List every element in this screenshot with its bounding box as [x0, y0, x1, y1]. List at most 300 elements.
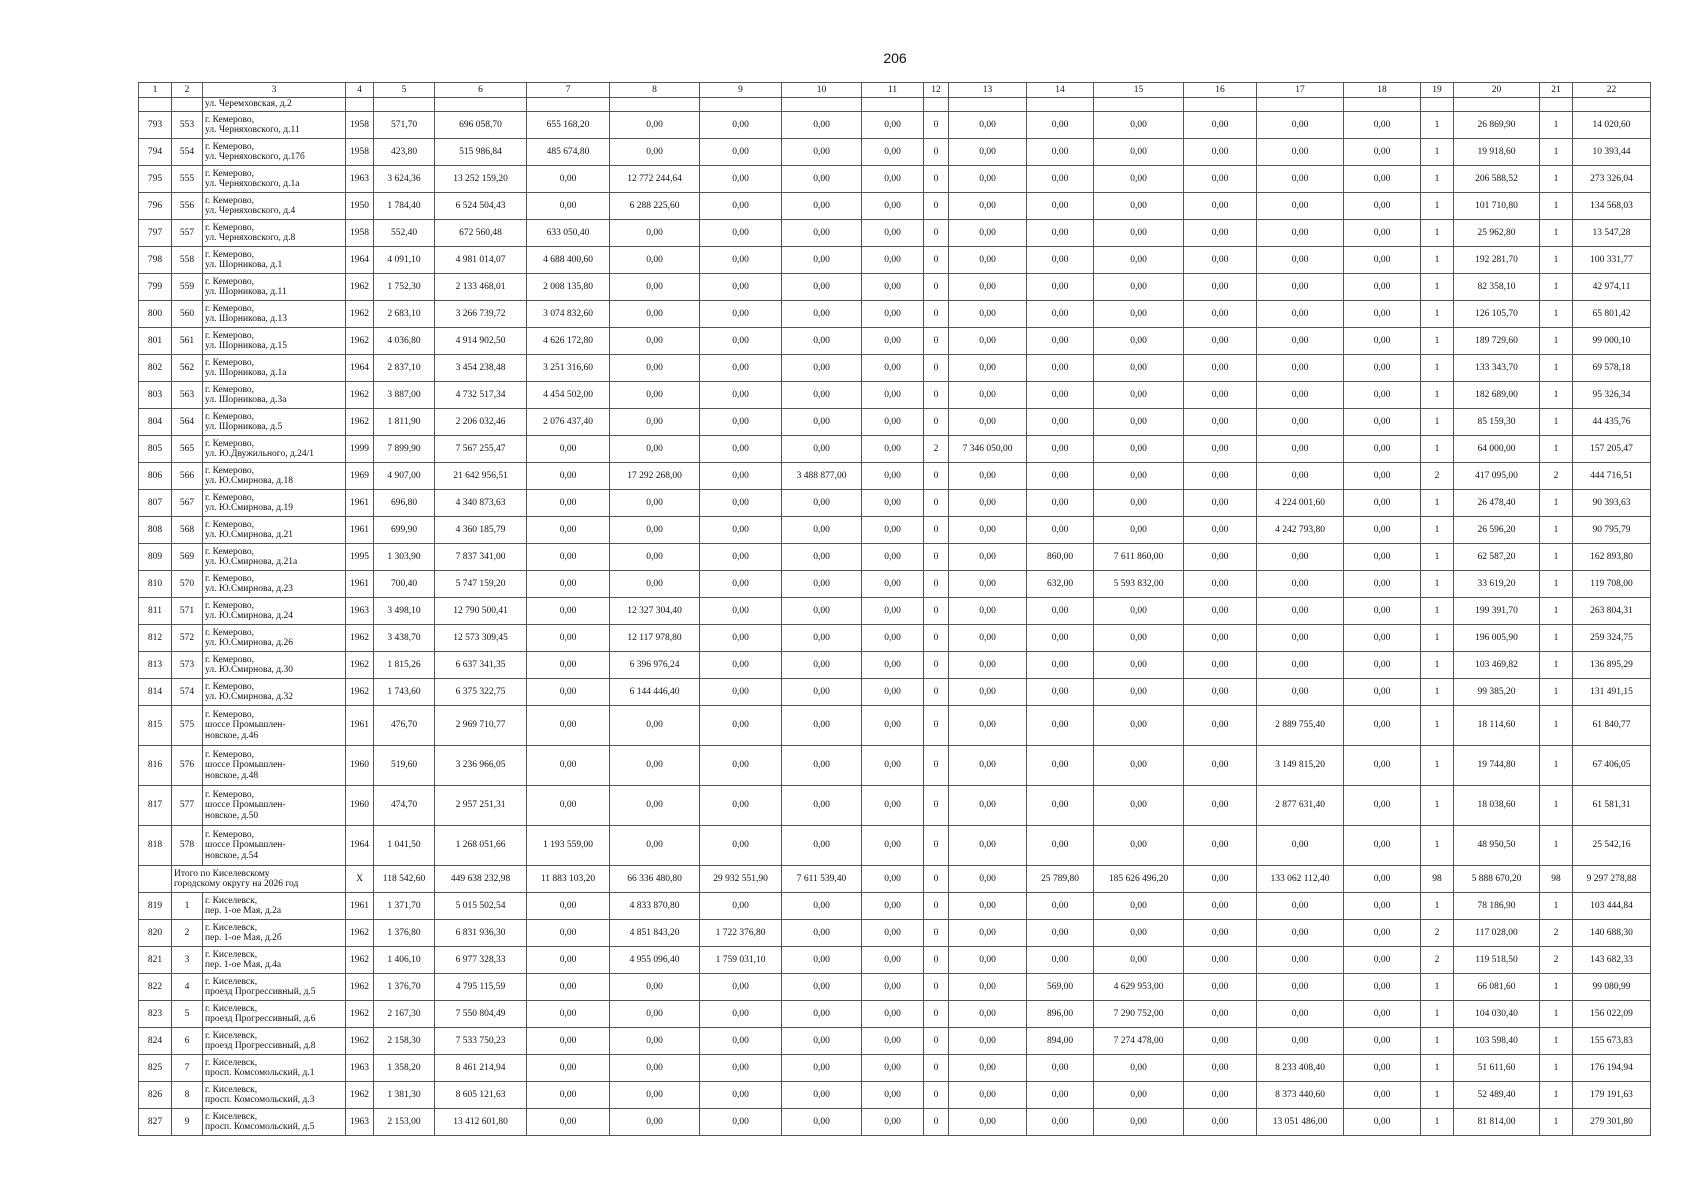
row-number-cell: 800 [139, 301, 172, 328]
column-header-5: 5 [374, 83, 435, 98]
value-cell-c11: 0,00 [862, 247, 924, 274]
value-cell-c21: 1 [1540, 166, 1573, 193]
value-cell-c5: 2 167,30 [374, 1001, 435, 1028]
value-cell-c5: 1 376,70 [374, 974, 435, 1001]
value-cell-c9: 0,00 [700, 652, 782, 679]
value-cell-c22: 69 578,18 [1573, 355, 1651, 382]
value-cell-c6: 13 252 159,20 [435, 166, 527, 193]
value-cell-c20: 48 950,50 [1454, 826, 1540, 866]
address-cell-line: ул. Ю.Смирнова, д.21а [205, 557, 298, 567]
value-cell-c8: 6 144 446,40 [610, 679, 700, 706]
value-cell-c20: 126 105,70 [1454, 301, 1540, 328]
value-cell-c14: 0,00 [1027, 1109, 1094, 1136]
address-cell-line: ул. Ю.Двужильного, д.24/1 [205, 449, 315, 459]
value-cell-c19: 1 [1421, 1082, 1454, 1109]
value-cell-c9: 0,00 [700, 463, 782, 490]
value-cell-c15: 0,00 [1094, 1055, 1184, 1082]
address-cell-line: г. Кемерово, [205, 168, 255, 179]
sub-number-cell: 554 [172, 139, 203, 166]
value-cell-c20: 199 391,70 [1454, 598, 1540, 625]
value-cell-c10: 0,00 [782, 1055, 862, 1082]
value-cell-c4: 1963 [346, 1055, 374, 1082]
value-cell-c4: 1962 [346, 974, 374, 1001]
address-cell [203, 409, 346, 436]
sub-number-cell: 3 [172, 947, 203, 974]
value-cell-c11: 0,00 [862, 328, 924, 355]
value-cell-c5: 1 752,30 [374, 274, 435, 301]
value-cell-c7: 0,00 [527, 166, 610, 193]
value-cell-c14: 0,00 [1027, 274, 1094, 301]
column-header-17: 17 [1257, 83, 1344, 98]
value-cell-c6: 8 461 214,94 [435, 1055, 527, 1082]
value-cell-c21: 1 [1540, 301, 1573, 328]
value-cell-c19: 1 [1421, 139, 1454, 166]
value-cell-c10: 0,00 [782, 409, 862, 436]
row-number-cell: 824 [139, 1028, 172, 1055]
empty-cell [1027, 98, 1094, 112]
value-cell-c11: 0,00 [862, 139, 924, 166]
address-cell [203, 301, 346, 328]
value-cell-c6: 13 412 601,80 [435, 1109, 527, 1136]
address-cell-line: пер. 1-ое Мая, д.2а [205, 906, 282, 916]
value-cell-c5: 1 041,50 [374, 826, 435, 866]
value-cell-c19: 1 [1421, 598, 1454, 625]
value-cell-c14: 0,00 [1027, 598, 1094, 625]
value-cell-c19: 2 [1421, 920, 1454, 947]
address-cell-line: г. Кемерово, [205, 546, 255, 557]
value-cell-c10: 0,00 [782, 746, 862, 786]
sub-number-cell: 561 [172, 328, 203, 355]
value-cell-c19: 1 [1421, 826, 1454, 866]
table-row [139, 517, 1651, 544]
value-cell-c7: 0,00 [527, 679, 610, 706]
value-cell-c17: 0,00 [1257, 826, 1344, 866]
value-cell-c4: 1964 [346, 355, 374, 382]
sub-number-cell: 557 [172, 220, 203, 247]
value-cell-c7: 0,00 [527, 746, 610, 786]
address-cell [203, 490, 346, 517]
value-cell-c12: 0 [924, 247, 949, 274]
value-cell-c20: 33 619,20 [1454, 571, 1540, 598]
address-cell-line: шоссе Промышлен- [205, 760, 286, 771]
total-label-cell-line: городскому округу на 2026 год [174, 879, 299, 889]
value-cell-c13: 0,00 [949, 598, 1027, 625]
row-number-cell: 823 [139, 1001, 172, 1028]
empty-cell [527, 98, 610, 112]
value-cell-c19: 1 [1421, 746, 1454, 786]
value-cell-c15: 5 593 832,00 [1094, 571, 1184, 598]
address-cell-line: г. Кемерово, [205, 492, 255, 503]
value-cell-c21: 1 [1540, 625, 1573, 652]
address-cell-line: ул. Ю.Смирнова, д.21 [205, 530, 294, 540]
value-cell-c10: 0,00 [782, 625, 862, 652]
value-cell-c15: 0,00 [1094, 274, 1184, 301]
value-cell-c22: 444 716,51 [1573, 463, 1651, 490]
value-cell-c11: 0,00 [862, 463, 924, 490]
value-cell-c22: 176 194,94 [1573, 1055, 1651, 1082]
value-cell-c9: 0,00 [700, 974, 782, 1001]
value-cell-c22: 273 326,04 [1573, 166, 1651, 193]
value-cell-c10: 0,00 [782, 786, 862, 826]
value-cell-c6: 2 969 710,77 [435, 706, 527, 746]
value-cell-c11: 0,00 [862, 193, 924, 220]
value-cell-c6: 6 977 328,33 [435, 947, 527, 974]
value-cell-c15: 0,00 [1094, 193, 1184, 220]
address-cell: ул. Черемховская, д.2 [203, 98, 346, 112]
value-cell-c18: 0,00 [1344, 1001, 1421, 1028]
value-cell-c5: 3 624,36 [374, 166, 435, 193]
column-header-3: 3 [203, 83, 346, 98]
value-cell-c11: 0,00 [862, 355, 924, 382]
value-cell-c16: 0,00 [1184, 1082, 1257, 1109]
value-cell-c10: 3 488 877,00 [782, 463, 862, 490]
value-cell-c17: 0,00 [1257, 382, 1344, 409]
value-cell-c11: 0,00 [862, 436, 924, 463]
value-cell-c18: 0,00 [1344, 598, 1421, 625]
value-cell-c4: 1962 [346, 652, 374, 679]
address-cell-line: г. Кемерово, [205, 411, 255, 422]
value-cell-c11: 0,00 [862, 220, 924, 247]
value-cell-c17: 0,00 [1257, 920, 1344, 947]
value-cell-c19: 1 [1421, 652, 1454, 679]
value-cell-c21: 1 [1540, 1001, 1573, 1028]
value-cell-c18: 0,00 [1344, 786, 1421, 826]
value-cell-c21: 1 [1540, 220, 1573, 247]
empty-cell [862, 98, 924, 112]
value-cell-c15: 0,00 [1094, 652, 1184, 679]
sub-number-cell: 573 [172, 652, 203, 679]
value-cell-c4: 1960 [346, 746, 374, 786]
value-cell-c11: 0,00 [862, 1001, 924, 1028]
table-row [139, 893, 1651, 920]
value-cell-c8: 0,00 [610, 301, 700, 328]
value-cell-c19: 1 [1421, 274, 1454, 301]
sub-number-cell: 564 [172, 409, 203, 436]
value-cell-c4: 1960 [346, 786, 374, 826]
value-cell-c12: 0 [924, 1082, 949, 1109]
value-cell-c6: 7 533 750,23 [435, 1028, 527, 1055]
value-cell-c22: 100 331,77 [1573, 247, 1651, 274]
value-cell-c19: 1 [1421, 786, 1454, 826]
value-cell-c18: 0,00 [1344, 490, 1421, 517]
value-cell-c8: 0,00 [610, 355, 700, 382]
row-number-cell: 798 [139, 247, 172, 274]
value-cell-c5: 699,90 [374, 517, 435, 544]
value-cell-c9: 0,00 [700, 571, 782, 598]
value-cell-c18: 0,00 [1344, 571, 1421, 598]
table-row [139, 139, 1651, 166]
row-number-cell: 822 [139, 974, 172, 1001]
value-cell-c5: 1 815,26 [374, 652, 435, 679]
value-cell-c13: 0,00 [949, 517, 1027, 544]
value-cell-c5: 1 743,60 [374, 679, 435, 706]
value-cell-c11: 0,00 [862, 382, 924, 409]
value-cell-c12: 0 [924, 974, 949, 1001]
empty-cell [139, 866, 172, 893]
value-cell-c11: 0,00 [862, 544, 924, 571]
value-cell-c14: 0,00 [1027, 220, 1094, 247]
address-cell-line: просп. Комсомольский, д.5 [205, 1122, 315, 1132]
value-cell-c20: 189 729,60 [1454, 328, 1540, 355]
value-cell-c19: 1 [1421, 436, 1454, 463]
value-cell-c22: 143 682,33 [1573, 947, 1651, 974]
total-value-cell-c8: 66 336 480,80 [610, 866, 700, 893]
value-cell-c22: 263 804,31 [1573, 598, 1651, 625]
column-header-6: 6 [435, 83, 527, 98]
total-value-cell-c4: X [346, 866, 374, 893]
value-cell-c21: 1 [1540, 786, 1573, 826]
value-cell-c9: 0,00 [700, 746, 782, 786]
value-cell-c5: 696,80 [374, 490, 435, 517]
address-cell-line: ул. Шорникова, д.11 [205, 287, 287, 297]
value-cell-c13: 0,00 [949, 1109, 1027, 1136]
address-cell [203, 652, 346, 679]
value-cell-c15: 0,00 [1094, 301, 1184, 328]
address-cell-line: г. Кемерово, [205, 710, 255, 721]
value-cell-c10: 0,00 [782, 247, 862, 274]
row-number-cell: 810 [139, 571, 172, 598]
value-cell-c14: 569,00 [1027, 974, 1094, 1001]
value-cell-c12: 2 [924, 436, 949, 463]
address-cell-line: новское, д.46 [205, 730, 259, 741]
value-cell-c13: 0,00 [949, 409, 1027, 436]
sub-number-cell: 4 [172, 974, 203, 1001]
address-cell-line: новское, д.54 [205, 850, 259, 861]
value-cell-c14: 0,00 [1027, 409, 1094, 436]
value-cell-c21: 1 [1540, 490, 1573, 517]
value-cell-c8: 0,00 [610, 274, 700, 301]
value-cell-c18: 0,00 [1344, 826, 1421, 866]
value-cell-c11: 0,00 [862, 947, 924, 974]
address-cell-line: г. Киселевск, [205, 976, 258, 987]
value-cell-c22: 90 393,63 [1573, 490, 1651, 517]
value-cell-c6: 515 986,84 [435, 139, 527, 166]
table-row [139, 544, 1651, 571]
address-cell [203, 746, 346, 786]
value-cell-c14: 0,00 [1027, 517, 1094, 544]
value-cell-c9: 1 722 376,80 [700, 920, 782, 947]
value-cell-c14: 894,00 [1027, 1028, 1094, 1055]
value-cell-c16: 0,00 [1184, 193, 1257, 220]
value-cell-c15: 0,00 [1094, 920, 1184, 947]
value-cell-c6: 3 454 238,48 [435, 355, 527, 382]
value-cell-c19: 1 [1421, 1001, 1454, 1028]
address-cell [203, 247, 346, 274]
table-row [139, 947, 1651, 974]
value-cell-c17: 0,00 [1257, 625, 1344, 652]
value-cell-c7: 4 454 502,00 [527, 382, 610, 409]
table-row [139, 166, 1651, 193]
value-cell-c12: 0 [924, 382, 949, 409]
value-cell-c13: 0,00 [949, 1001, 1027, 1028]
address-cell-line: ул. Шорникова, д.15 [205, 341, 287, 351]
table-row [139, 112, 1651, 139]
value-cell-c7: 0,00 [527, 652, 610, 679]
value-cell-c12: 0 [924, 409, 949, 436]
value-cell-c7: 0,00 [527, 1028, 610, 1055]
value-cell-c8: 12 327 304,40 [610, 598, 700, 625]
value-cell-c13: 0,00 [949, 1028, 1027, 1055]
value-cell-c11: 0,00 [862, 1082, 924, 1109]
address-cell-line: ул. Черняховского, д.4 [205, 206, 296, 216]
value-cell-c12: 0 [924, 301, 949, 328]
value-cell-c9: 0,00 [700, 679, 782, 706]
value-cell-c22: 99 000,10 [1573, 328, 1651, 355]
address-cell-line: просп. Комсомольский, д.3 [205, 1095, 315, 1105]
value-cell-c16: 0,00 [1184, 517, 1257, 544]
value-cell-c21: 1 [1540, 1082, 1573, 1109]
value-cell-c8: 0,00 [610, 517, 700, 544]
value-cell-c15: 0,00 [1094, 463, 1184, 490]
row-number-cell: 794 [139, 139, 172, 166]
value-cell-c4: 1962 [346, 679, 374, 706]
value-cell-c19: 1 [1421, 706, 1454, 746]
value-cell-c22: 157 205,47 [1573, 436, 1651, 463]
total-value-cell-c5: 118 542,60 [374, 866, 435, 893]
address-cell [203, 826, 346, 866]
value-cell-c20: 206 588,52 [1454, 166, 1540, 193]
address-cell-line: ул. Ю.Смирнова, д.26 [205, 638, 294, 648]
value-cell-c14: 0,00 [1027, 328, 1094, 355]
value-cell-c6: 2 957 251,31 [435, 786, 527, 826]
address-cell-line: ул. Ю.Смирнова, д.18 [205, 476, 294, 486]
row-number-cell: 803 [139, 382, 172, 409]
address-cell [203, 947, 346, 974]
value-cell-c17: 0,00 [1257, 652, 1344, 679]
table-row [139, 1082, 1651, 1109]
value-cell-c16: 0,00 [1184, 490, 1257, 517]
value-cell-c12: 0 [924, 490, 949, 517]
value-cell-c9: 0,00 [700, 625, 782, 652]
value-cell-c17: 0,00 [1257, 301, 1344, 328]
address-cell-line: ул. Черняховского, д.8 [205, 233, 296, 243]
value-cell-c13: 0,00 [949, 679, 1027, 706]
value-cell-c19: 2 [1421, 947, 1454, 974]
value-cell-c14: 0,00 [1027, 920, 1094, 947]
value-cell-c10: 0,00 [782, 1028, 862, 1055]
value-cell-c7: 0,00 [527, 1055, 610, 1082]
value-cell-c14: 632,00 [1027, 571, 1094, 598]
value-cell-c13: 0,00 [949, 947, 1027, 974]
value-cell-c21: 2 [1540, 920, 1573, 947]
value-cell-c12: 0 [924, 193, 949, 220]
value-cell-c4: 1969 [346, 463, 374, 490]
value-cell-c13: 0,00 [949, 746, 1027, 786]
value-cell-c6: 2 133 468,01 [435, 274, 527, 301]
value-cell-c19: 1 [1421, 382, 1454, 409]
value-cell-c18: 0,00 [1344, 517, 1421, 544]
value-cell-c9: 0,00 [700, 355, 782, 382]
total-value-cell-c9: 29 932 551,90 [700, 866, 782, 893]
value-cell-c10: 0,00 [782, 974, 862, 1001]
value-cell-c10: 0,00 [782, 139, 862, 166]
value-cell-c10: 0,00 [782, 652, 862, 679]
value-cell-c16: 0,00 [1184, 382, 1257, 409]
empty-cell [1421, 98, 1454, 112]
value-cell-c13: 0,00 [949, 112, 1027, 139]
value-cell-c5: 552,40 [374, 220, 435, 247]
address-cell-line: г. Киселевск, [205, 922, 258, 933]
value-cell-c15: 0,00 [1094, 139, 1184, 166]
value-cell-c17: 2 877 631,40 [1257, 786, 1344, 826]
value-cell-c8: 4 955 096,40 [610, 947, 700, 974]
value-cell-c22: 279 301,80 [1573, 1109, 1651, 1136]
column-header-22: 22 [1573, 83, 1651, 98]
value-cell-c6: 5 747 159,20 [435, 571, 527, 598]
total-value-cell-c7: 11 883 103,20 [527, 866, 610, 893]
value-cell-c13: 0,00 [949, 490, 1027, 517]
value-cell-c13: 0,00 [949, 786, 1027, 826]
value-cell-c18: 0,00 [1344, 974, 1421, 1001]
address-cell [203, 1028, 346, 1055]
value-cell-c4: 1962 [346, 382, 374, 409]
value-cell-c9: 0,00 [700, 301, 782, 328]
empty-cell [139, 98, 172, 112]
value-cell-c5: 571,70 [374, 112, 435, 139]
value-cell-c14: 0,00 [1027, 193, 1094, 220]
value-cell-c5: 4 907,00 [374, 463, 435, 490]
total-label-cell [172, 866, 346, 893]
column-header-20: 20 [1454, 83, 1540, 98]
value-cell-c19: 1 [1421, 1109, 1454, 1136]
value-cell-c14: 0,00 [1027, 625, 1094, 652]
value-cell-c21: 1 [1540, 893, 1573, 920]
value-cell-c13: 0,00 [949, 463, 1027, 490]
address-cell [203, 274, 346, 301]
address-cell [203, 328, 346, 355]
value-cell-c21: 1 [1540, 1055, 1573, 1082]
value-cell-c22: 156 022,09 [1573, 1001, 1651, 1028]
value-cell-c15: 0,00 [1094, 679, 1184, 706]
sub-number-cell: 560 [172, 301, 203, 328]
value-cell-c19: 1 [1421, 1028, 1454, 1055]
value-cell-c16: 0,00 [1184, 166, 1257, 193]
value-cell-c6: 4 795 115,59 [435, 974, 527, 1001]
address-cell-line: ул. Черняховского, д.1а [205, 179, 300, 189]
value-cell-c10: 0,00 [782, 571, 862, 598]
value-cell-c10: 0,00 [782, 826, 862, 866]
sub-number-cell: 1 [172, 893, 203, 920]
table-row [139, 706, 1651, 746]
address-cell-line: г. Кемерово, [205, 384, 255, 395]
value-cell-c5: 474,70 [374, 786, 435, 826]
value-cell-c12: 0 [924, 328, 949, 355]
value-cell-c4: 1962 [346, 947, 374, 974]
address-cell-line: г. Кемерово, [205, 830, 255, 841]
value-cell-c13: 0,00 [949, 652, 1027, 679]
empty-cell [1540, 98, 1573, 112]
value-cell-c9: 0,00 [700, 517, 782, 544]
value-cell-c22: 140 688,30 [1573, 920, 1651, 947]
value-cell-c21: 1 [1540, 679, 1573, 706]
total-value-cell-c11: 0,00 [862, 866, 924, 893]
value-cell-c16: 0,00 [1184, 436, 1257, 463]
value-cell-c19: 1 [1421, 112, 1454, 139]
value-cell-c16: 0,00 [1184, 786, 1257, 826]
address-cell-line: г. Киселевск, [205, 1111, 258, 1122]
value-cell-c7: 0,00 [527, 598, 610, 625]
column-header-4: 4 [346, 83, 374, 98]
value-cell-c20: 119 518,50 [1454, 947, 1540, 974]
value-cell-c17: 0,00 [1257, 463, 1344, 490]
value-cell-c13: 0,00 [949, 625, 1027, 652]
address-cell-line: г. Кемерово, [205, 357, 255, 368]
value-cell-c10: 0,00 [782, 436, 862, 463]
value-cell-c17: 0,00 [1257, 974, 1344, 1001]
total-value-cell-c12: 0 [924, 866, 949, 893]
value-cell-c11: 0,00 [862, 598, 924, 625]
value-cell-c12: 0 [924, 517, 949, 544]
